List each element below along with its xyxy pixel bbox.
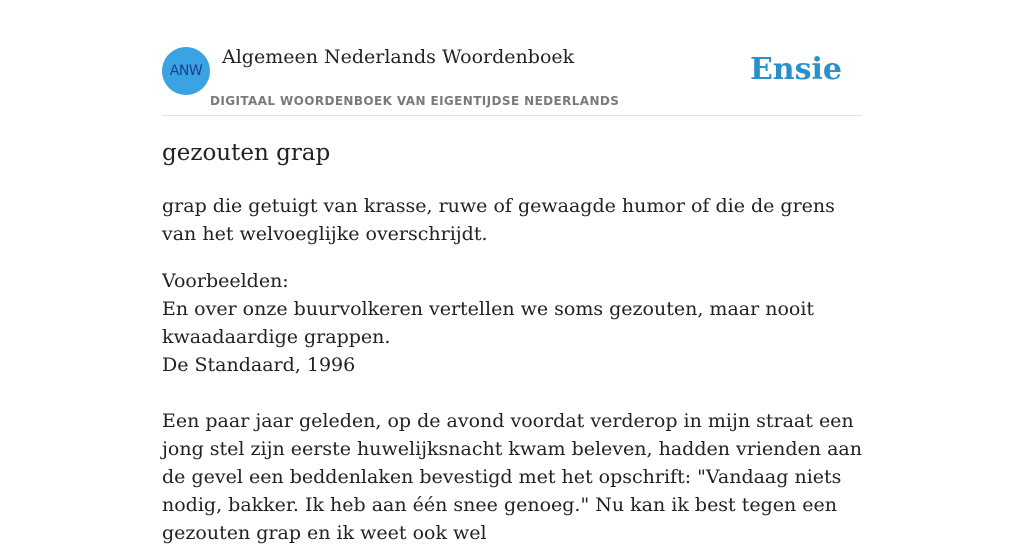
example-block	[162, 407, 862, 547]
page-card	[162, 0, 862, 544]
example-block	[162, 267, 862, 379]
example-text: En over onze buurvolkeren vertellen we soms gezouten, maar nooit kwaadaardige grappen.	[162, 298, 815, 348]
entry-definition: grap die getuigt van krasse, ruwe of gewaagde humor of die de grens van het welvoeglijke overschrijdt.	[162, 195, 835, 245]
site-subtitle: DIGITAAL WOORDENBOEK VAN EIGENTIJDSE NEDERLANDS	[210, 94, 620, 108]
example-source: De Standaard, 1996	[162, 354, 356, 376]
examples-heading: Voorbeelden:	[162, 270, 289, 292]
example-text: Een paar jaar geleden, op de avond voordat verderop in mijn straat een jong stel zijn eerste huwelijksnacht kwam beleven, hadden vrienden aan de gevel een beddenlaken bevestigd met het opschrift: "Vandaag niets nodig, bakker. Ik heb aan één snee genoeg." Nu kan ik best tegen een gezouten grap en ik weet ook wel	[162, 410, 862, 544]
site-header	[162, 0, 862, 116]
entry-title: gezouten grap	[162, 140, 331, 166]
logo-text: ANW	[169, 63, 203, 79]
anw-logo[interactable]	[162, 47, 210, 95]
examples-section	[162, 267, 862, 547]
ensie-logo-link[interactable]: Ensie	[749, 52, 842, 87]
site-title[interactable]: Algemeen Nederlands Woordenboek	[222, 46, 575, 68]
